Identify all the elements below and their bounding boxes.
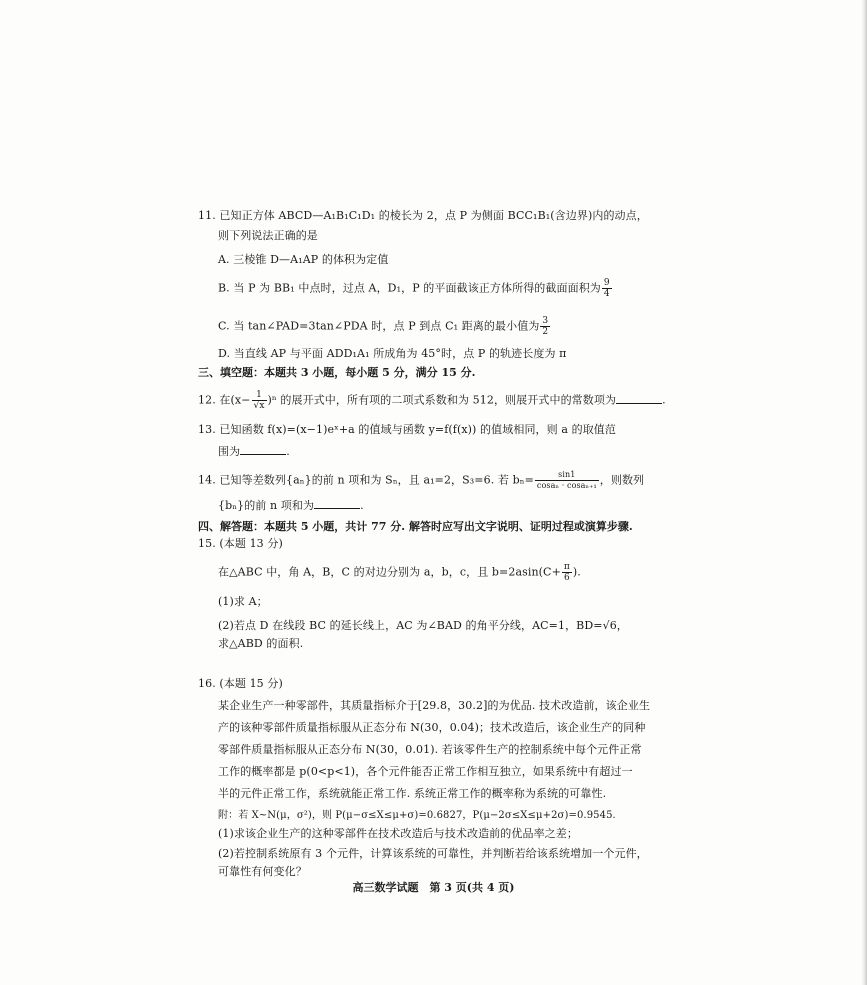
q16-line9: 可靠性有何变化？ [218,865,307,878]
q15-denominator: 6 [563,573,570,583]
q16-line8: (2)若控制系统原有 3 个元件，计算该系统的可靠性，并判断若给该系统增加一个元件， [218,847,648,860]
q13-line1: 13. 已知函数 f(x)=(x−1)eˣ+a 的值域与函数 y=f(f(x)) 的值域相同，则 a 的取值范 [198,423,616,436]
q11-option-c [218,316,551,337]
q14-text-post: ，则数列 [599,473,645,487]
q11-option-d: D. 当直线 AP 与平面 ADD₁A₁ 所成角为 45°时，点 P 的轨迹长度为 π [218,347,567,360]
q16-line5: 半的元件正常工作，系统就能正常工作. 系统正常工作的概率称为系统的可靠性. [218,787,607,800]
q14-line2-text: {bₙ}的前 n 项和为 [218,499,315,512]
q15-part2-line2: 求△ABD 的面积. [218,637,304,650]
q12-text-pre: 12. 在(x− [198,393,251,407]
q16-line4: 工作的概率都是 p(0<p<1)，各个元件能否正常工作相互独立，如果系统中有超过一 [218,765,633,778]
q11-option-b-fraction [602,278,612,299]
q15-fraction [562,562,572,583]
q12-numerator: 1 [252,390,267,401]
q16-line7: (1)求该企业生产的这种零部件在技术改造后与技术改造前的优品率之差； [218,827,578,840]
q12-denominator: √x [253,401,265,411]
q12-text-post: )ⁿ 的展开式中，所有项的二项式系数和为 512，则展开式中的常数项为 [267,393,617,407]
q13-line2-text: 围为 [218,445,241,458]
q16-line3: 零部件质量指标服从正态分布 N(30，0.01). 若该零件生产的控制系统中每个元件正常 [218,743,642,756]
q11-option-c-numerator: 3 [542,316,549,326]
q11-option-b-denominator: 4 [603,289,610,299]
q11-stem-line1: 11. 已知正方体 ABCD—A₁B₁C₁D₁ 的棱长为 2，点 P 为侧面 BCC₁B₁(含边界)内的动点， [198,209,648,222]
q16-header: 16. (本题 15 分) [198,677,283,690]
question-12 [198,390,666,411]
q11-option-c-text: C. 当 tan∠PAD=3tan∠PDA 时，点 P 到点 C₁ 距离的最小值为 [218,319,540,333]
q14-fraction [535,470,599,491]
section-4-heading: 四、解答题：本题共 5 小题，共计 77 分. 解答时应写出文字说明、证明过程或演算步骤. [198,520,633,533]
q12-end: . [662,393,666,407]
q15-part1: (1)求 A； [218,595,268,608]
q13-answer-blank [240,444,286,455]
q11-option-a: A. 三棱锥 D—A₁AP 的体积为定值 [218,253,389,266]
q14-numerator: sin1 [535,470,599,481]
q14-denominator: cosaₙ · cosaₙ₊₁ [536,481,597,490]
q15-stem-post: ). [572,565,581,579]
q14-end: . [360,499,364,512]
page-footer: 高三数学试题 第 3 页(共 4 页) [352,881,515,894]
q15-part2-line1: (2)若点 D 在线段 BC 的延长线上，AC 为∠BAD 的角平分线，AC=1，BD=√6， [218,619,628,632]
q15-stem-pre: 在△ABC 中，角 A，B，C 的对边分别为 a，b，c，且 b=2asin(C+ [218,565,561,579]
scan-edge [861,0,867,985]
q14-line2 [218,498,364,513]
q15-stem [218,562,581,583]
q11-option-c-fraction [540,316,550,337]
q16-line1: 某企业生产一种零部件，其质量指标介于[29.8，30.2]的为优品. 技术改造前，该企业生 [218,699,651,712]
q11-option-b-numerator: 9 [603,278,610,288]
section-3-heading: 三、填空题：本题共 3 小题，每小题 5 分，满分 15 分. [198,366,476,379]
q15-header: 15. (本题 13 分) [198,537,283,550]
q13-line2 [218,444,290,459]
q11-stem-line2: 则下列说法正确的是 [218,229,318,242]
question-14 [198,470,644,491]
q12-fraction [252,390,267,411]
q15-numerator: π [563,562,570,572]
q16-line2: 产的该种零部件质量指标服从正态分布 N(30，0.04)；技术改造后，该企业生产的同种 [218,721,646,734]
q16-line6: 附：若 X~N(μ，σ²)，则 P(μ−σ≤X≤μ+σ)=0.6827，P(μ−2σ≤X≤μ+2σ)=0.9545. [218,810,616,821]
q14-text-pre: 14. 已知等差数列{aₙ}的前 n 项和为 Sₙ，且 a₁=2，S₃=6. 若 bₙ= [198,473,534,487]
q11-option-b-text: B. 当 P 为 BB₁ 中点时，过点 A，D₁，P 的平面截该正方体所得的截面面积为 [218,281,601,295]
q11-option-b [218,278,613,299]
q11-option-c-denominator: 2 [542,327,549,337]
q14-answer-blank [314,498,360,509]
q12-answer-blank [616,393,662,404]
q13-end: . [286,445,290,458]
